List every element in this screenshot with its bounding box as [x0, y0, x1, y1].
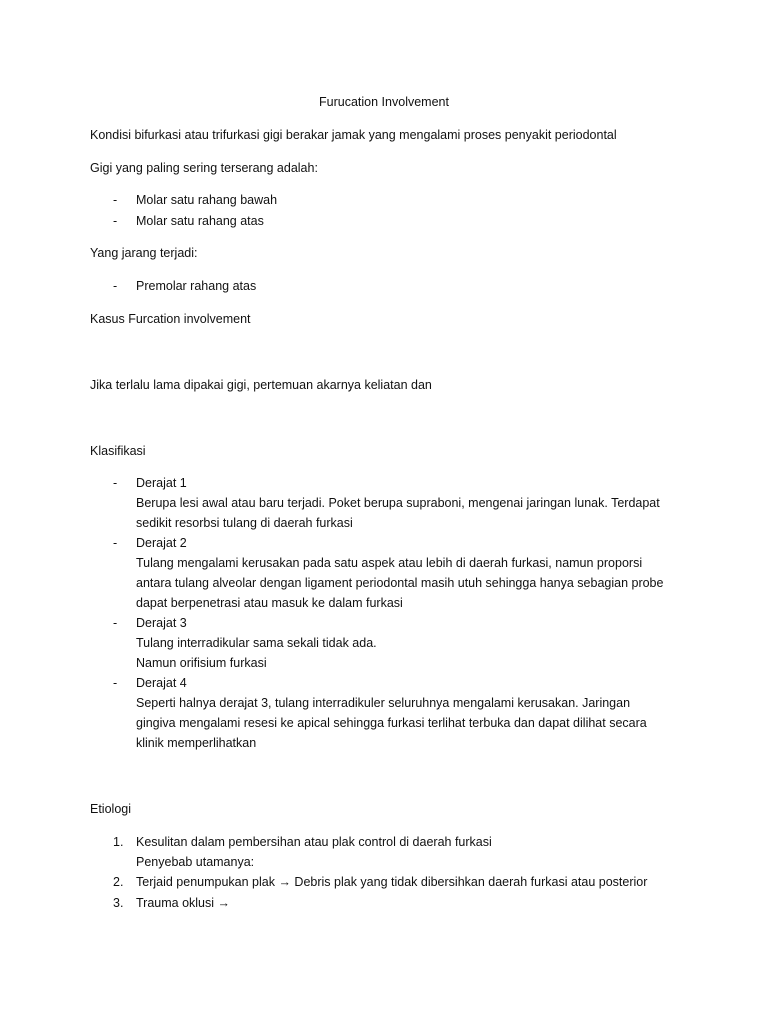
- etiology-text: Kesulitan dalam pembersihan atau plak control di daerah furkasi: [136, 835, 492, 849]
- list-number: 3.: [113, 896, 124, 910]
- classification-text: dapat berpenetrasi atau masuk ke dalam furkasi: [136, 596, 403, 610]
- etiology-text: Penyebab utamanya:: [136, 855, 255, 869]
- often-heading: Gigi yang paling sering terserang adalah:: [90, 161, 318, 175]
- classification-label: Derajat 4: [136, 676, 187, 690]
- rare-heading: Yang jarang terjadi:: [90, 246, 198, 260]
- etiology-text: Terjaid penumpukan plak → Debris plak yang tidak dibersihkan daerah furkasi atau posterior: [136, 875, 648, 889]
- etiology-text: Trauma oklusi →: [136, 896, 231, 910]
- classification-text: Berupa lesi awal atau baru terjadi. Poket berupa supraboni, mengenai jaringan lunak. Terdapat: [136, 496, 660, 510]
- list-number: 2.: [113, 875, 124, 889]
- classification-text: gingiva mengalami resesi ke apical sehingga furkasi terlihat terbuka dan dapat dilihat secara: [136, 716, 647, 730]
- classification-text: sedikit resorbsi tulang di daerah furkasi: [136, 516, 353, 530]
- classification-text: Seperti halnya derajat 3, tulang interradikuler seluruhnya mengalami kerusakan. Jaringan: [136, 696, 631, 710]
- bullet-dash: -: [113, 476, 118, 490]
- classification-text: Tulang mengalami kerusakan pada satu aspek atau lebih di daerah furkasi, namun proporsi: [136, 556, 643, 570]
- bullet-dash: -: [113, 536, 118, 550]
- case-text: Jika terlalu lama dipakai gigi, pertemuan akarnya keliatan dan: [90, 378, 432, 392]
- classification-text: antara tulang alveolar dengan ligament periodontal masih utuh sehingga hanya sebagian probe: [136, 576, 664, 590]
- list-item-text: Molar satu rahang bawah: [136, 193, 278, 207]
- classification-text: Tulang interradikular sama sekali tidak ada.: [136, 636, 377, 650]
- classification-label: Derajat 2: [136, 536, 187, 550]
- bullet-dash: -: [113, 616, 118, 630]
- bullet-dash: -: [113, 676, 118, 690]
- case-heading: Kasus Furcation involvement: [90, 312, 251, 326]
- classification-label: Derajat 3: [136, 616, 187, 630]
- classification-heading: Klasifikasi: [90, 444, 146, 458]
- etiology-heading: Etiologi: [90, 802, 131, 816]
- classification-text: klinik memperlihatkan: [136, 736, 257, 750]
- intro-paragraph: Kondisi bifurkasi atau trifurkasi gigi berakar jamak yang mengalami proses penyakit periodontal: [90, 128, 617, 142]
- list-item-text: Premolar rahang atas: [136, 279, 257, 293]
- bullet-dash: -: [113, 214, 118, 228]
- list-number: 1.: [113, 835, 124, 849]
- list-item-text: Molar satu rahang atas: [136, 214, 264, 228]
- classification-text: Namun orifisium furkasi: [136, 656, 267, 670]
- classification-label: Derajat 1: [136, 476, 187, 490]
- bullet-dash: -: [113, 193, 118, 207]
- document-title: Furucation Involvement: [319, 95, 449, 109]
- bullet-dash: -: [113, 279, 118, 293]
